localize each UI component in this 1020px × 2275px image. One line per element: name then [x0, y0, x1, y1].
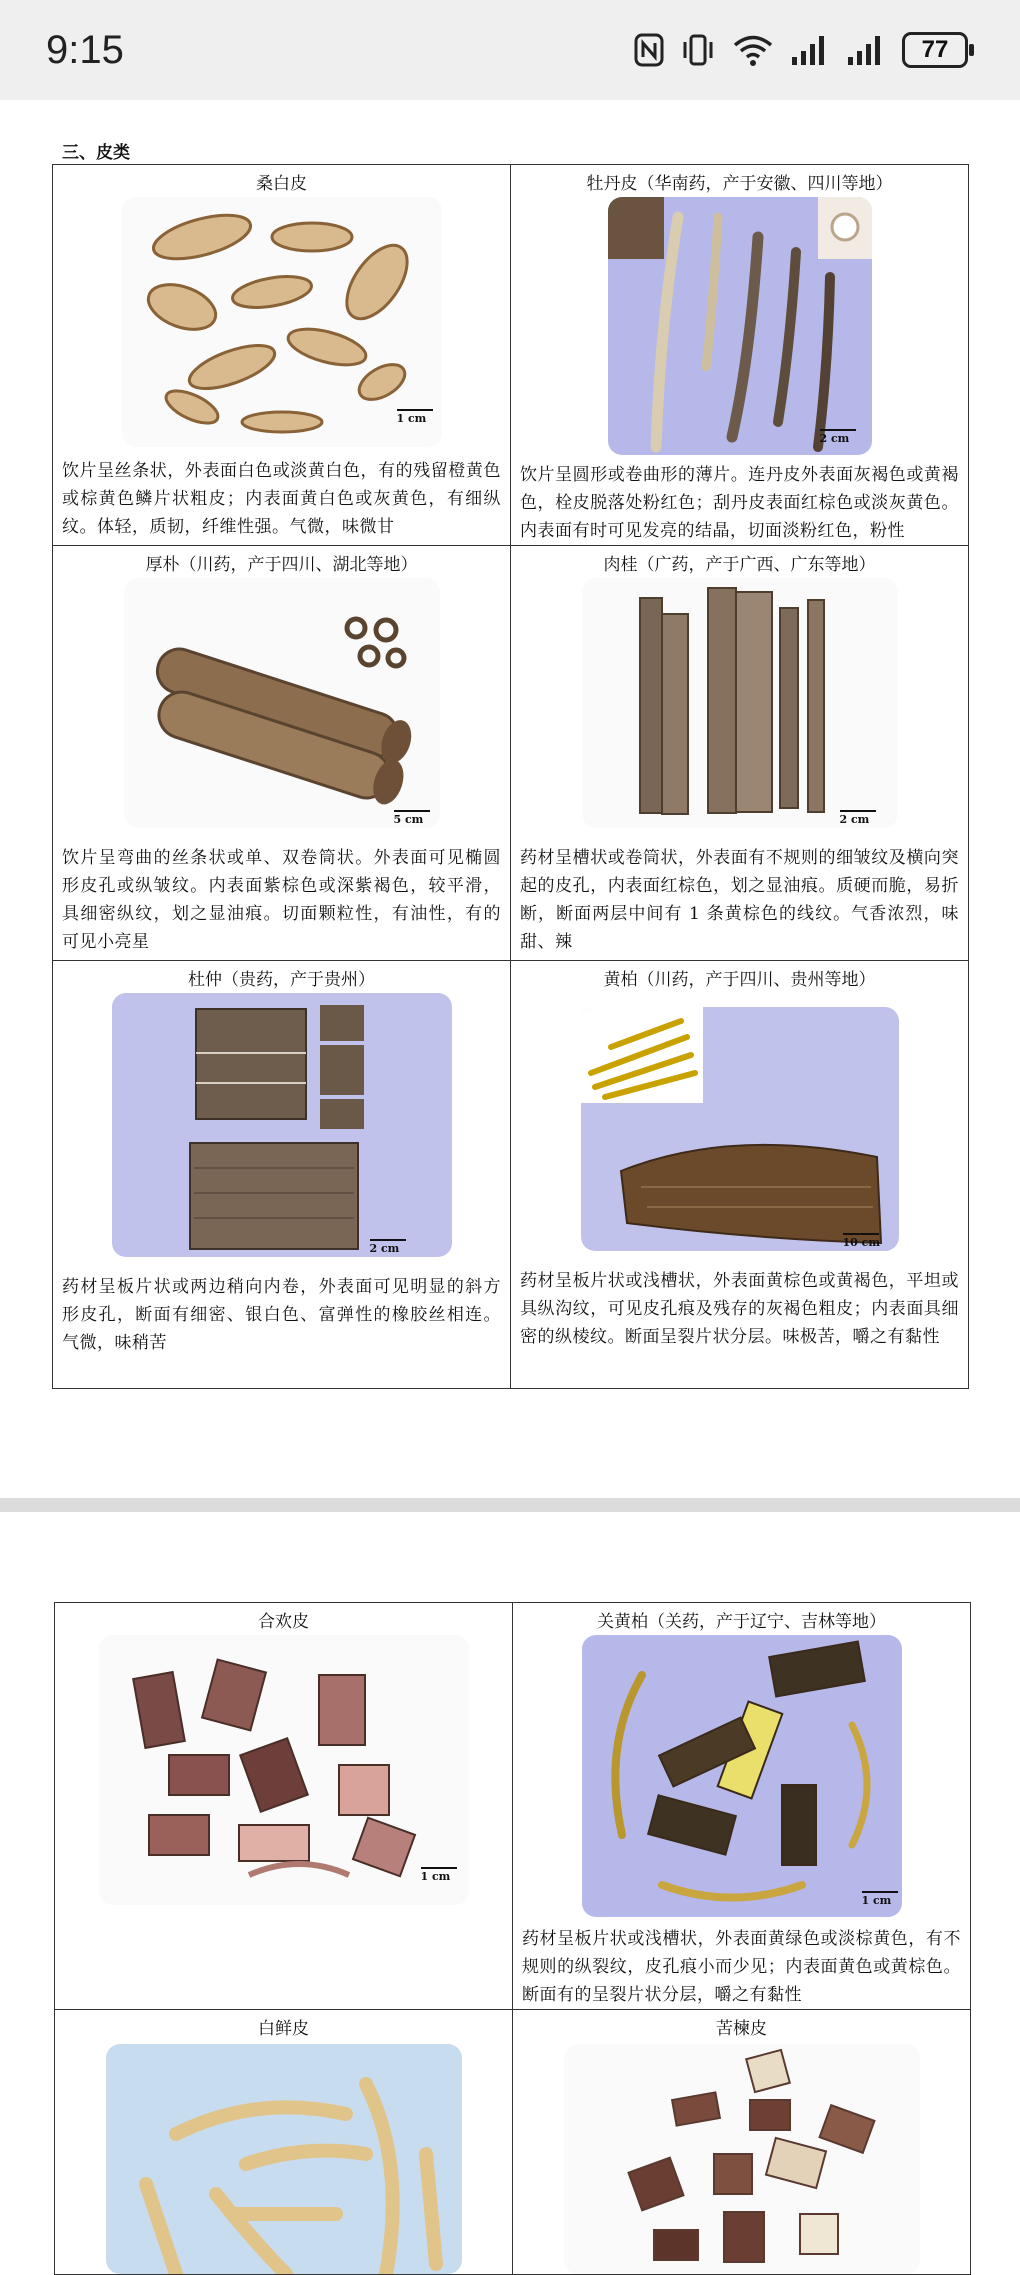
- herb-name: 苦楝皮: [716, 2019, 767, 2039]
- scale-bar: 2 cm: [820, 429, 856, 445]
- herb-photo: [122, 197, 442, 447]
- herb-description: 药材呈板片状或浅槽状，外表面黄棕色或黄褐色，平坦或 具纵沟纹，可见皮孔痕及残存的灰褐色粗皮；内表面具细 密的纵棱纹。断面呈裂片状分层。味极苦，嚼之有黏性: [520, 1271, 959, 1347]
- herb-name: 肉桂（广药，产于广西、广东等地）: [603, 555, 876, 575]
- herb-name: 桑白皮: [256, 174, 307, 194]
- scale-bar: 2 cm: [840, 810, 876, 826]
- herb-cell: [513, 1603, 971, 2010]
- guan-phellodendron-illustration: [582, 1635, 902, 1917]
- scale-bar: 1 cm: [397, 409, 433, 425]
- herb-description: 药材呈槽状或卷筒状，外表面有不规则的细皱纹及横向突起的皮孔，内表面红棕色，划之显油痕。质硬而脆，易折断，断面两层中间有 1 条黄棕色的线纹。气香浓烈，味甜、辣: [520, 848, 959, 952]
- bark-strips-illustration: [122, 197, 442, 447]
- herb-photo: [99, 1635, 469, 1905]
- herb-photo: [581, 1007, 899, 1251]
- herb-photo: [106, 2044, 462, 2274]
- herb-name: 黄柏（川药，产于四川、贵州等地）: [603, 970, 876, 990]
- herb-name: 合欢皮: [258, 1612, 309, 1632]
- wifi-icon: [732, 33, 774, 67]
- status-icons: [634, 32, 968, 68]
- table-row: [53, 165, 969, 546]
- section-title: 三、皮类: [62, 143, 130, 163]
- herb-cell: [53, 546, 511, 961]
- herb-table-2: [54, 1602, 971, 2275]
- vibrate-icon: [680, 33, 716, 67]
- herb-description: 饮片呈圆形或卷曲形的薄片。连丹皮外表面灰褐色或黄褐 色，栓皮脱落处粉红色；刮丹皮表面红棕色或淡灰黄色。 内表面有时可见发亮的结晶，切面淡粉红色，粉性: [520, 465, 959, 541]
- scale-bar: 1 cm: [421, 1867, 457, 1883]
- herb-photo: [124, 578, 440, 828]
- herb-photo: [608, 197, 872, 455]
- herb-cell: [511, 961, 969, 1389]
- herb-cell: [55, 2010, 513, 2275]
- scale-bar: 2 cm: [370, 1239, 406, 1255]
- herb-description: 饮片呈弯曲的丝条状或单、双卷筒状。外表面可见椭圆 形皮孔或纵皱纹。内表面紫棕色或深紫褐色，较平滑， 具细密纵纹，划之显油痕。切面颗粒性，有油性，有的 可见小亮星: [62, 848, 501, 952]
- herb-cell: [53, 165, 511, 546]
- herb-cell: [513, 2010, 971, 2275]
- herb-name: 厚朴（川药，产于四川、湖北等地）: [145, 555, 418, 575]
- herb-name: 杜仲（贵药，产于贵州）: [188, 970, 375, 990]
- table-row: [53, 961, 969, 1389]
- scale-bar: 1 cm: [862, 1891, 898, 1907]
- nfc-icon: [634, 33, 664, 67]
- phellodendron-bark-illustration: [581, 1007, 899, 1251]
- root-bark-illustration: [608, 197, 872, 455]
- signal-icon-1: [790, 33, 830, 67]
- document-page-1: [0, 100, 1020, 1498]
- table-row: [53, 546, 969, 961]
- herb-description: 药材呈板片状或浅槽状，外表面黄绿色或淡棕黄色，有不规则的纵裂纹，皮孔痕小而少见；内表面黄色或黄棕色。断面有的呈裂片状分层，嚼之有黏性: [522, 1929, 961, 2005]
- eucommia-bark-illustration: [112, 993, 452, 1257]
- herb-cell: [53, 961, 511, 1389]
- herb-cell: [511, 165, 969, 546]
- herb-description: 饮片呈丝条状，外表面白色或淡黄白色，有的残留橙黄色或棕黄色鳞片状粗皮；内表面黄白色或灰黄色，有细纵纹。体轻，质韧，纤维性强。气微，味微甘: [62, 461, 501, 537]
- herb-photo: [582, 1635, 902, 1917]
- cinnamon-bark-illustration: [582, 578, 898, 828]
- herb-photo: [564, 2044, 920, 2274]
- herb-cell: [511, 546, 969, 961]
- albizia-bark-illustration: [99, 1635, 469, 1905]
- herb-table-1: [52, 164, 969, 1389]
- scale-bar: 5 cm: [394, 810, 430, 826]
- herb-photo: [112, 993, 452, 1257]
- herb-description: 药材呈板片状或两边稍向内卷，外表面可见明显的斜方 形皮孔，断面有细密、银白色、富弹性的橡胶丝相连。 气微，味稍苦: [62, 1277, 501, 1353]
- document-page-2: [0, 1512, 1020, 2250]
- signal-icon-2: [846, 33, 886, 67]
- scale-bar: 10 cm: [843, 1233, 880, 1249]
- herb-name: 关黄柏（关药，产于辽宁、吉林等地）: [597, 1612, 886, 1632]
- herb-name: 白鲜皮: [258, 2019, 309, 2039]
- table-row: [55, 1603, 971, 2010]
- status-bar: [0, 0, 1020, 100]
- dictamnus-bark-illustration: [106, 2044, 462, 2274]
- rolled-bark-illustration: [124, 578, 440, 828]
- status-time: 9:15: [46, 27, 124, 72]
- page-separator: [0, 1498, 1020, 1512]
- battery-indicator: 77: [902, 32, 968, 68]
- table-row: [55, 2010, 971, 2275]
- herb-photo: [582, 578, 898, 828]
- herb-name: 牡丹皮（华南药，产于安徽、四川等地）: [586, 174, 893, 194]
- herb-cell: [55, 1603, 513, 2010]
- melia-bark-illustration: [564, 2044, 920, 2274]
